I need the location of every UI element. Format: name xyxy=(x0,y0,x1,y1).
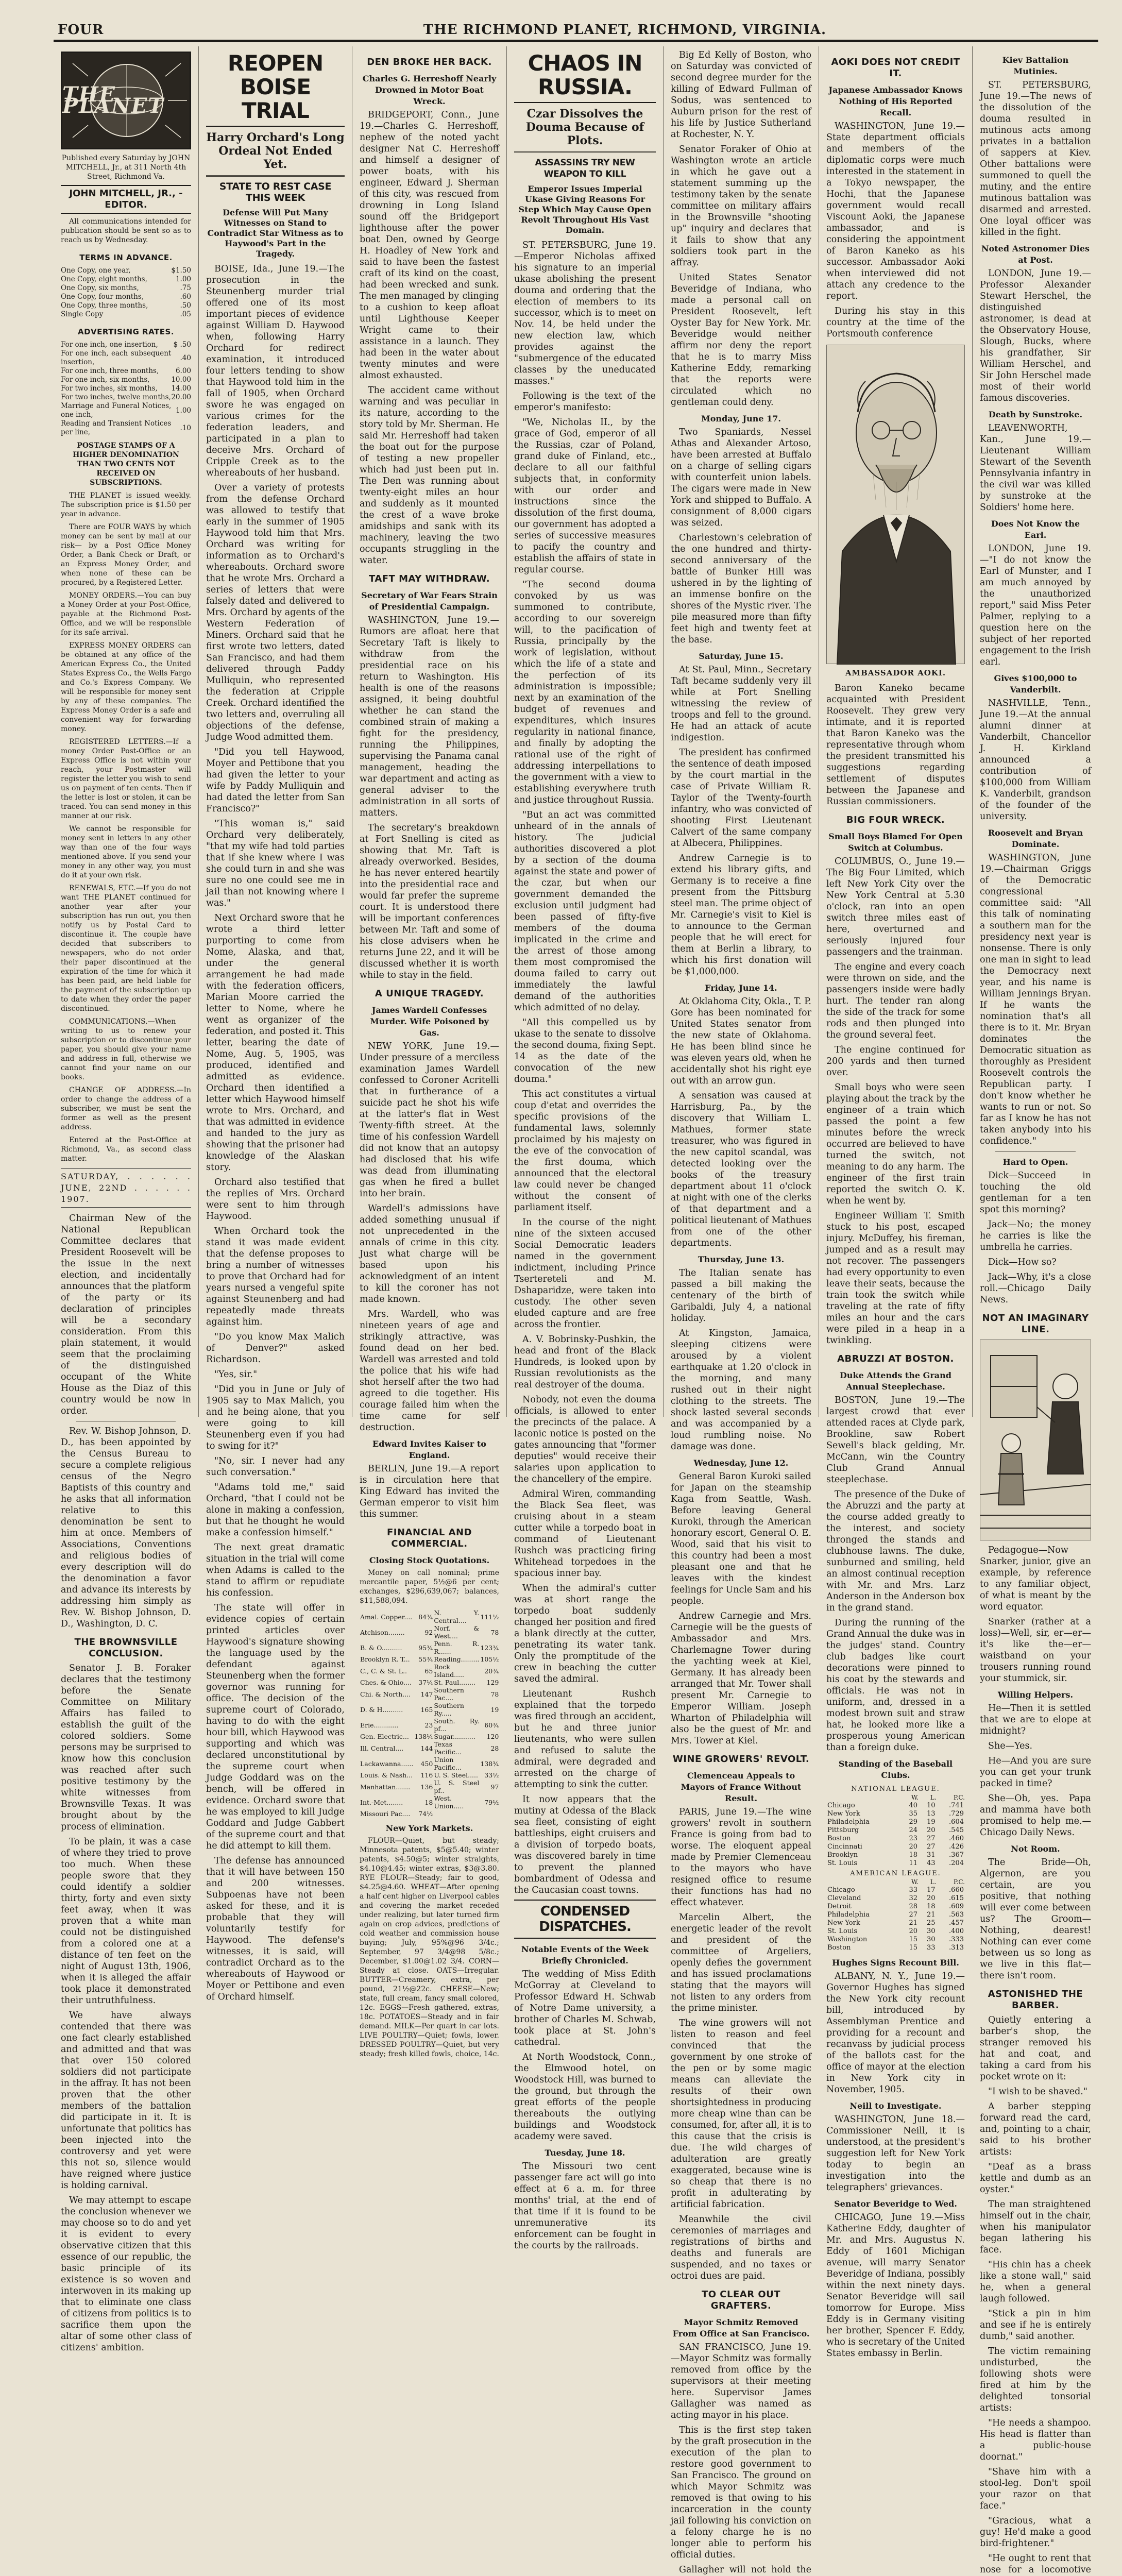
stock-row: Manhattan....... 136 U. S. Steel pf.. 97 xyxy=(360,1779,499,1794)
sunstroke-heading: Death by Sunstroke. xyxy=(988,410,1083,419)
den-heading: DEN BROKE HER BACK. xyxy=(367,57,492,67)
boise-bold-deck: Defense Will Put Many Witnesses on Stand to Contradict Star Witness as to Haywood's Part in the Tragedy. xyxy=(207,208,344,259)
abruzzi-heading: ABRUZZI AT BOSTON. xyxy=(837,1353,954,1364)
paragraph: He—Then it is settled that we are to elope at midnight? xyxy=(980,1703,1091,1736)
paragraph: The state will offer in evidence copies of certain printed articles over Haywood's signature showing the language used by the defendant against Steunenberg when the former governor was running for office. The decision of the supreme court of Colorado, having to do with the eight hour bill, which Haywood was supporting and which was declared unconstitutional by the supreme court when Judge Goddard was on the bench, will be offered in evidence. Orchard swore that he was employed to kill Judge Goddard and Judge Gabbert of the supreme court and that he did attempt to kill them. xyxy=(206,1603,345,1851)
barber-heading: ASTONISHED THE BARBER. xyxy=(988,1989,1083,2011)
tragedy-deck: James Wardell Confesses Murder. Wife Poisoned by Gas. xyxy=(370,1005,489,1038)
paragraph: Andrew Carnegie is to extend his library gifts, and Germany is to receive a fine present from the Pittsburg steel man. The prime object of Mr. Carnegie's visit to Kiel is to announce to the German people that he will erect for them at Berlin a library, to which his first donation will be $1,000,000. xyxy=(671,853,811,977)
aoki-deck: Japanese Ambassador Knows Nothing of His Reported Recall. xyxy=(828,85,963,117)
taft-deck: Secretary of War Fears Strain of Presidential Campaign. xyxy=(361,590,498,612)
masthead-logo: THE PLANET xyxy=(61,52,191,149)
paragraph: This is the first step taken by the graft prosecution in the execution of the plan to restore good government to San Francisco. The ground on which Mayor Schmitz was removed is that owing to his incarceration in the county jail following his conviction on a felony charge he is no longer able to perform his official duties. xyxy=(671,2425,811,2560)
paragraph: REGISTERED LETTERS.—If a money Order Post-Office or an Express Office is not within your reach, your Postmaster will register the letter you wish to send us on payment of ten cents. Then if the letter is lost or stolen, it can be traced. You can send money in this manner at our risk. xyxy=(61,738,191,820)
stock-row: C., C. & St. L.. 65 Rock Island..... 20¾ xyxy=(360,1663,499,1679)
paragraph: Two Spaniards, Nessel Athas and Alexander Artoso, have been arrested at Buffalo on a charge of selling cigars with counterfeit union labels. The cigars were made in New York and shipped to Buffalo. A consignment of 8,000 cigars was seized. xyxy=(671,427,811,528)
stock-row: Ches. & Ohio.... 37¼ St. Paul........ 129 xyxy=(360,1679,499,1686)
cartoon-illustration xyxy=(980,1340,1091,1540)
paragraph: At Oklahoma City, Okla., T. P. Gore has been nominated for United States senator from the new state of Oklahoma. He has been blind since he was eleven years old, when he accidentally shot his right eye out with an arrow gun. xyxy=(671,996,811,1086)
room-heading: Not Room. xyxy=(1011,1844,1060,1854)
paragraph: Mrs. Wardell, who was nineteen years of age and strikingly attractive, was found dead on her bed. Wardell was arrested and told the police that his wife had shot herself after the two had agreed to die together. His courage failed him when the time came for self destruction. xyxy=(360,1309,499,1433)
paragraph: "Gracious, what a guy! He'd make a good bird-frightener." xyxy=(980,2516,1091,2549)
paragraph: Admiral Wiren, commanding the Black Sea fleet, was cruising about in a steam cutter while a torpedo boat in command of Lieutenant Rushch was practicing firing Whitehead torpedoes in the spacious inner bay. xyxy=(514,1489,656,1579)
brownsville-heading: THE BROWNSVILLE CONCLUSION. xyxy=(74,1637,178,1659)
aoki-article xyxy=(826,121,965,340)
stock-row: D. & H.......... 165 Southern Ry..... 19 xyxy=(360,1702,499,1717)
paragraph: Following is the text of the emperor's manifesto: xyxy=(514,391,656,413)
paragraph: "His chin has a cheek like a stone wall," said he, when a general laugh followed. xyxy=(980,2260,1091,2304)
team-row: St. Louis 11 43 .204 xyxy=(827,1859,964,1867)
paragraph: Gallagher will not hold the xyxy=(679,2565,811,2575)
league-row: NATIONAL LEAGUE. xyxy=(851,1785,940,1793)
kiev-heading: Kiev Battalion Mutinies. xyxy=(1002,55,1069,76)
den-article xyxy=(360,109,499,566)
hughes-article: ALBANY, N. Y., June 19.—Governor Hughes has signed the New York city recount bill, introduced by Assemblyman Prentice and providing for a recount and recanvass by judicial process of the ballots cast for the office of mayor at the election in New York city in November, 1905. xyxy=(826,1971,965,2095)
portrait-caption: AMBASSADOR AOKI. xyxy=(845,668,946,677)
paragraph: MONEY ORDERS.—You can buy a Money Order at your Post-Office, payable at the Richmond Post-Office, and we will be responsible for its safe arrival. xyxy=(61,591,191,637)
paragraph: He—And you are sure you can get your trunk packed in time? xyxy=(980,1756,1091,1789)
paragraph: A barber stepping forward read the card, and, pointing to a chair, said to his brother artists: xyxy=(980,2102,1091,2157)
wednesday-heading: Wednesday, June 12. xyxy=(693,1458,789,1468)
baseball-heading: Standing of the Baseball Clubs. xyxy=(838,1759,953,1780)
team-row: Pittsburg 24 20 .545 xyxy=(827,1826,964,1834)
astro-article: LONDON, June 19.—Professor Alexander Stewart Herschel, the distinguished astronomer, is dead at the Observatory House, Slough, Bucks, where his grandfather, Sir William Herschel, and Sir John Herschel made most of their world famous discoveries. xyxy=(980,268,1091,403)
taft-heading: TAFT MAY WITHDRAW. xyxy=(368,573,490,584)
barber-article xyxy=(980,2014,1091,2576)
paragraph: RENEWALS, ETC.—If you do not want THE PLANET continued for another year after your subscription has run out, you then notify us by Postal Card to discontinue it. The couple have decided that subscribers to newspapers, who do not order their paper discontinued at the expiration of the time for which it has been paid, are held liable for the payment of the subscription up to date when they order the paper discontinued. xyxy=(61,884,191,1013)
tuesday-paragraph: The Missouri two cent passenger fare act will go into effect at 6 a. m. for three months' trial, at the end of that time if it is found to be unremunerative its enforcement can be fought in the courts by the railroads. xyxy=(514,2161,656,2251)
postage-note: POSTAGE STAMPS OF A HIGHER DENOMINATION THAN TWO CENTS NOT RECEIVED ON SUBSCRIPTIONS. xyxy=(73,442,179,487)
boise-headline: REOPEN BOISE TRIAL xyxy=(206,52,345,127)
rate-row: One Copy, six months, .75 xyxy=(61,284,191,292)
bryan-heading: Roosevelt and Bryan Dominate. xyxy=(988,828,1083,849)
thursday-paragraphs xyxy=(671,1267,811,1452)
paragraph: Dick—How so? xyxy=(988,1257,1057,1267)
den-deck: Charles G. Herreshoff Nearly Drowned in Motor Boat Wreck. xyxy=(362,74,497,106)
column-dispatches xyxy=(664,46,819,2575)
paragraph: THE PLANET is issued weekly. The subscription price is $1.50 per year in advance. xyxy=(61,492,191,518)
rate-row: One Copy, three months, .50 xyxy=(61,301,191,310)
paragraph: "Adams told me," said Orchard, "that I could not be alone in making a confession, but that he thought he would make a confession himself." xyxy=(206,1482,345,1538)
hughes-heading: Hughes Signs Recount Bill. xyxy=(832,1958,959,1968)
markets-text: FLOUR—Quiet, but steady; Minnesota patents, $5@5.40; winter patents, $4.50@5; winter straights, $4.10@4.45; winter extras, $3@3.80. RYE FLOUR—Steady; fair to good, $4.25@4.60. WHEAT—After opening a half cent higher on Liverpool cables and covering the market receded under realizing, but later turned firm again on crop advices, predictions of cold weather and commission house buying; July, 95%@96 3/4c.; September, 97 3/4@98 5/8c.; December, $1.00@1.02 3/4. CORN—Steady at close. OATS—Irregular. BUTTER—Creamery, extra, per pound, 21½@22c. CHEESE—New; state, full cream, fancy small colored, 12c. EGGS—Fresh gathered, extras, 18c. POTATOES—Steady and in fair demand. MILK—Per quart in car lots. LIVE POULTRY—Quiet; fowls, lower. DRESSED POULTRY—Quiet, but very steady; fresh killed fowls, choice, 14c. xyxy=(360,1837,499,2058)
paragraph: When the admiral's cutter was at short range the torpedo boat suddenly changed her position and fired a blank directly at the cutter, penetrating its water tank. Only the promptitude of the crew in beaching the cutter saved the admiral. xyxy=(514,1583,656,1684)
terms-table xyxy=(61,266,191,319)
russia-headline: CHAOS IN RUSSIA. xyxy=(514,52,656,103)
team-row: Philadelphia 27 21 .563 xyxy=(827,1911,964,1919)
paragraph: BOSTON, June 19.—The largest crowd that ever attended races at Clyde park, Brookline, saw Robert Sewell's black gelding, Mr. McCann, win the Country Club Grand Annual steeplechase. xyxy=(826,1395,965,1485)
header-row: W. L. P.C. xyxy=(911,1878,965,1886)
team-row: Boston 15 33 .313 xyxy=(827,1944,964,1952)
brownsville-article xyxy=(61,1663,191,2353)
willing-heading: Willing Helpers. xyxy=(997,1690,1074,1700)
stock-intro: Money on call nominal; prime mercantile paper, 5½@6 per cent; exchanges, $296,639,067; balances, $11,588,094. xyxy=(360,1569,499,1605)
paragraph: Over a variety of protests from the defense Orchard was allowed to testify that early in the summer of 1905 Haywood told him that Mrs. Orchard was writing for information as to Orchard's whereabouts. Orchard swore that he wrote Mrs. Orchard a series of letters that were falsely dated and delivered to Mrs. Orchard by agents of the Western Federation of Miners. Orchard said that he first wrote two letters, dated San Francisco, and had them delivered through Paddy Mulliquin, who represented the federation at Cripple Creek. Orchard identified the two letters and, overruling all objections of the defense, Judge Wood admitted them. xyxy=(206,483,345,742)
editorial-paragraph: Chairman New of the National Republican Committee declares that President Roosevelt will be the issue in the next election, and incidentally announces that the platform of the party or its declaration of principles will be a secondary consideration. From this plain statement, it would seem that the proclaiming of the distinguished occupant of the White House as the Diaz of this country would be now in order. xyxy=(61,1213,191,1416)
friday-heading: Friday, June 14. xyxy=(705,983,777,993)
baseball-table xyxy=(826,1783,965,1952)
paragraph: We cannot be responsible for money sent in letters in any other way than one of the four ways mentioned above. If you send your money in any other way, you must do it at your own risk. xyxy=(61,825,191,879)
paragraph: She—Oh, yes. Papa and mamma have both promised to help me.—Chicago Daily News. xyxy=(980,1793,1091,1838)
condensed-article xyxy=(514,1969,656,2142)
rate-row: For one inch, six months, 10.00 xyxy=(61,376,191,384)
friday-paragraphs xyxy=(671,996,811,1249)
cartoon-icon xyxy=(980,1340,1091,1541)
rate-row: Marriage and Funeral Notices, one inch, 1.00 xyxy=(61,402,191,419)
paragraph: "Deaf as a brass kettle and dumb as an oyster." xyxy=(980,2162,1091,2195)
ambassador-portrait xyxy=(826,345,965,664)
team-row: Cleveland 32 20 .615 xyxy=(827,1894,964,1902)
boise-deck: STATE TO REST CASE THIS WEEK xyxy=(219,181,332,204)
paragraph: Nobody, not even the douma officials, is allowed to enter the precincts of the palace. A laconic notice is posted on the gates announcing that "former deputies" would receive their salaries upon application to the chancellery of the empire. xyxy=(514,1395,656,1484)
team-row: Chicago 33 17 .660 xyxy=(827,1886,964,1894)
column-masthead xyxy=(54,46,199,2353)
paragraph: NEW YORK, June 19.—Under pressure of a merciless examination James Wardell confessed to Coroner Acritelli that in furtherance of a suicide pact he shot his wife at the latter's flat in West Twenty-fifth street. At the time of his confession Wardell did not know that an autopsy had disclosed that his wife was dead from illuminating gas when he fired a bullet into her brain. xyxy=(360,1041,499,1199)
saturday-paragraphs xyxy=(671,664,811,977)
paragraph: Senator J. B. Foraker declares that the testimony before the Senate Committee on Military Affairs has failed to establish the guilt of the colored soldiers. Some persons may be surprised to know how this conclusion was reached after such positive testimony by the white witnesses from Brownsville Texas. It was brought about by the process of elimination. xyxy=(61,1663,191,1832)
entered-note: Entered at the Post-Office at Richmond, Va., as second class matter. xyxy=(61,1136,191,1163)
paragraph: Next Orchard swore that he wrote a third letter purporting to come from Nome, Alaska, and that, under the general arrangement he had made with the federation officers, Marian Moore carried the letter to Nome, where he went as organizer of the federation, and posted it. This letter, bearing the date of Nome, Aug. 5, 1905, was produced, identified and admitted as evidence. Orchard then identified a letter which Haywood himself wrote to Mrs. Orchard, and that was admitted in evidence and handed to the jury as showing that the prisoner had knowledge of the Alaskan story. xyxy=(206,913,345,1173)
paragraph: In the course of the night nine of the sixteen accused Social Democratic leaders named in the government indictment, including Prince Tsertereteli and M. Dshaparidze, were taken into custody. The other seven eluded capture and are free across the frontier. xyxy=(514,1217,656,1330)
paragraph: The wedding of Miss Edith McGorray at Cleveland to Professor Edward H. Schwab of Notre Dame university, a brother of Charles M. Schwab, took place at St. John's cathedral. xyxy=(514,1969,656,2047)
columns xyxy=(54,46,1098,2575)
paragraph: "No, sir. I never had any such conversation." xyxy=(206,1456,345,1478)
wreck-article xyxy=(826,856,965,1346)
team-row: Detroit 28 18 .609 xyxy=(827,1903,964,1910)
hard-article xyxy=(980,1170,1091,1306)
paragraph: Marcelin Albert, the energetic leader of the revolt and president of the committee of Argeliers, openly defies the government and has issued proclamations stating that the mayors will not listen to any orders from the prime minister. xyxy=(671,1912,811,2013)
stock-heading: Closing Stock Quotations. xyxy=(369,1555,490,1565)
paragraph: We may attempt to escape the conclusion whenever we may choose so to do and yet it is evident to every observative citizen that this essence of our republic, the basic principle of its existence is so woven and interwoven in its making up that to eliminate one class of citizens from politics is to sacrifice them upon the altar of some other class of citizens' ambition. xyxy=(61,2195,191,2353)
paragraph: Small boys who were seen playing about the track by the engineer of a train which passed the point a few minutes before the wreck occurred are believed to have turned the switch, not meaning to do any harm. The engineer of the first train reported the switch O. K. when he went by. xyxy=(826,1082,965,1206)
wine-deck: Clemenceau Appeals to Mayors of France Without Result. xyxy=(681,1771,802,1803)
imaginary-article xyxy=(980,1545,1091,1684)
russia-bold-deck: Emperor Issues Imperial Ukase Giving Reasons For Step Which May Cause Open Revolt Throughout His Vast Domain. xyxy=(518,184,652,235)
paragraph: General Baron Kuroki sailed for Japan on the steamship Kaga from Seattle, Wash. Before leaving General Kuroki, through the American honorary escort, General O. E. Wood, said that his visit to this country had been a most pleasant one and that he leaves with the kindest feelings for Uncle Sam and his people. xyxy=(671,1471,811,1606)
header-row: W. L. P.C. xyxy=(911,1794,965,1801)
column-news xyxy=(352,46,507,2058)
stock-row: Ill. Central.... 144 Texas Pacific... 28 xyxy=(360,1740,499,1756)
paragraph: BRIDGEPORT, Conn., June 19.—Charles G. Herreshoff, nephew of the noted yacht designer Nat C. Herreshoff and himself a designer of power boats, with his engineer, Edward J. Sherman of this city, was rescued from drowning in Long Island sound off the Bridgeport lighthouse after the power boat Den, owned by George H. Hoadley of New York and said to have been the fastest craft of its kind on the coast, had been wrecked and sunk. The men managed by clinging to a cushion to keep afloat until Lighthouse Keeper Wright came to their assistance in a launch. They had been in the water about twenty minutes and were almost exhausted. xyxy=(360,110,499,381)
paragraph: To be plain, it was a case of where they tried to prove too much. When these people swore that they could identify a soldier thirty, forty and even sixty feet away, when it was proven that a white man could not be distinguished from a colored one at a distance of ten feet on the night of August 13th, 1906, when it is alleged the affair took place it demonstrated their untruthfulness. xyxy=(61,1837,191,2006)
paragraph: WASHINGTON, June 19.—Rumors are afloat here that Secretary Taft is likely to withdraw from the presidential race on his return to Washington. His health is one of the reasons assigned, it being doubtful whether he can stand the combined strain of making a fight for the presidency, running the Philippines, supervising the Panama canal management, heading the war department and acting as general adviser to the administration in all sorts of matters. xyxy=(360,615,499,818)
ad-rates-heading: ADVERTISING RATES. xyxy=(77,327,175,336)
monday-heading: Monday, June 17. xyxy=(701,414,781,423)
paragraph: When Orchard took the stand it was made evident that the defense proposes to bring a number of witnesses to prove that Orchard had for years nursed a vengeful spite against Steunenberg and had repeatedly made threats against him. xyxy=(206,1226,345,1327)
paper-title: THE RICHMOND PLANET, RICHMOND, VIRGINIA. xyxy=(423,22,826,38)
paragraph: Meanwhile the civil ceremonies of marriages and registrations of births and deaths and funerals are suspended, and no taxes or octroi dues are paid. xyxy=(671,2214,811,2281)
ad-rates-table xyxy=(61,341,191,437)
earl-article: LONDON, June 19.—"I do not know the Earl of Munster, and I am much annoyed by the unauthorized report," said Miss Peter Palmer, replying to a question here on the subject of her reported engagement to the Irish earl. xyxy=(980,544,1091,667)
stock-row: Int.-Met........ 18 West. Union..... 79½ xyxy=(360,1794,499,1810)
willing-article xyxy=(980,1703,1091,1838)
condensed-deck: Notable Events of the Week Briefly Chronicled. xyxy=(521,1944,649,1965)
abruzzi-article xyxy=(826,1395,965,1753)
paragraph: "The second douma convoked by us was summoned to contribute, according to our sovereign will, to the pacification of Russia, principally by the work of legislation, without which the life of a state and the perfection of its administration is impossible; next by an examination of the budget of revenues and expenditures, which insures regularity in national finance, and finally by adopting the rational use of the right of addressing interpellations to the government with a view to establishing everywhere truth and justice throughout Russia. xyxy=(514,580,656,805)
paragraph: CHANGE OF ADDRESS.—In order to change the address of a subscriber, we must be sent the former as well as the present address. xyxy=(61,1086,191,1131)
editor-line: JOHN MITCHELL, JR., - EDITOR. xyxy=(61,185,191,214)
paragraph: Pedagogue—Now Snarker, junior, give an example, by reference to any familiar object, of what is meant by the word equator. xyxy=(980,1545,1091,1612)
paragraph: The accident came without warning and was peculiar in its nature, according to the story told by Mr. Sherman. He said Mr. Herreshoff had taken the boat out for the purpose of testing a new propeller which had just been put in. The Den was running about twenty-eight miles an hour and suddenly as it mounted the crest of a wave broke amidships and sank with its machinery, leaving the two occupants struggling in the water. xyxy=(360,385,499,566)
paragraph: "This woman is," said Orchard very deliberately, "that my wife had told parties that if she knew where I was she could turn in and she was sure no one could see me in jail than not knowing where I was." xyxy=(206,819,345,908)
grafters-deck: Mayor Schmitz Removed From Office at San Francisco. xyxy=(672,2317,810,2338)
paragraph: A sensation was caused at Harrisburg, Pa., by the discovery that William L. Mathues, former state treasurer, who was figured in the new capitol scandal, was detected looking over the books of the treasury department about 11 o'clock at night with one of the clerks of that department and a political lieutenant of Mathues from one of the other departments. xyxy=(671,1091,811,1248)
stock-row: Gen. Electric... 138¼ Sugar........... 120 xyxy=(360,1733,499,1740)
paragraph: "He ought to rent that nose for a locomotive xyxy=(980,2553,1091,2575)
paragraph: At North Woodstock, Conn., the Elmwood hotel, on Woodstock Hill, was burned to the ground, but through the great efforts of the people thereabouts the outlying buildings and Woodstock academy were saved. xyxy=(514,2052,656,2142)
communications-note: All communications intended for publication should be sent so as to reach us by Wednesday. xyxy=(61,217,191,244)
financial-heading: FINANCIAL AND COMMERCIAL. xyxy=(386,1527,472,1549)
paragraph: "He needs a shampoo. His head is flatter than a public-house doornat." xyxy=(980,2418,1091,2462)
paragraph: This act constitutes a virtual coup d'etat and overrides the specific provisions of the fundamental laws, solemnly proclaimed by his majesty on the eve of the convocation of the first douma, which announced that the electoral law could never be changed without the consent of parliament itself. xyxy=(514,1089,656,1213)
abruzzi-deck: Duke Attends the Grand Annual Steeplechase. xyxy=(840,1370,951,1392)
paragraph: Wardell's admissions have added something unusual if not unprecedented in the annals of crime in this city. Just what charge will be based upon his acknowledgment of an intent to kill the coroner has not made known. xyxy=(360,1204,499,1304)
portrait-icon xyxy=(827,345,966,665)
paragraph: Big Ed Kelly of Boston, who on Saturday was convicted of second degree murder for the killing of Edward Fullman of Sodus, was sentenced to Auburn prison for the rest of his life by Justice Sutherland at Rochester, N. Y. xyxy=(671,50,811,140)
dateline: SATURDAY, . . . . . . JUNE, 22ND . . . . . . 1907. xyxy=(61,1168,191,1208)
paragraph: ST. PETERSBURG, June 19.—Emperor Nicholas affixed his signature to an imperial ukase abolishing the present douma and ordering that the election of members to its successor, which is to meet on Nov. 14, be held under the new election law, which provides against the "submergence of the educated classes by the uneducated masses." xyxy=(514,240,656,386)
imaginary-heading: NOT AN IMAGINARY LINE. xyxy=(982,1313,1089,1335)
beveridge-article: CHICAGO, June 19.—Miss Katherine Eddy, daughter of Mr. and Mrs. Augustus N. Eddy of 1601 Michigan avenue, will marry Senator Beveridge of Indiana, possibly within the next ninety days. Senator Beveridge will sail tomorrow for Europe. Miss Eddy is in Germany visiting her brother, Spencer F. Eddy, who is secretary of the United States embassy in Berlin. xyxy=(826,2212,965,2359)
beveridge-heading: Senator Beveridge to Wed. xyxy=(834,2199,957,2209)
paragraph: The next great dramatic situation in the trial will come when Adams is called to the stand to affirm or repudiate his confession. xyxy=(206,1543,345,1598)
league-row: AMERICAN LEAGUE. xyxy=(850,1870,941,1877)
paragraph: The Italian senate has passed a bill making the centenary of the birth of Garibaldi, July 4, a national holiday. xyxy=(671,1268,811,1324)
rate-row: Reading and Transient Notices per line, .10 xyxy=(61,419,191,436)
paragraph: The presence of the Duke of the Abruzzi and the party at the course added greatly to the interest, and society thronged the stands and clubhouse lawns. The duke, sunburned and smiling, held an almost continual reception with Mr. and Mrs. Larz Anderson in the Anderson box in the grand stand. xyxy=(826,1489,965,1613)
tragedy-article xyxy=(360,1041,499,1433)
paragraph: Orchard also testified that the replies of Mrs. Orchard were sent to him through Haywood. xyxy=(206,1177,345,1222)
published-notice: Published every Saturday by JOHN MITCHELL, Jr., at 311 North 4th Street, Richmond Va. xyxy=(61,154,191,181)
editorial-paragraph: Rev. W. Bishop Johnson, D. D., has been appointed by the Census Bureau to secure a complete religious census of the Negro Baptists of this country and he asks that all information relative to this denomination be sent to him at once. Members of Associations, Conventions and religious bodies of every description will do the denomination a favor and advance its interests by addressing him simply as Rev. W. Bishop Johnson, D. D., Washington, D. C. xyxy=(61,1426,191,1629)
neill-heading: Neill to Investigate. xyxy=(849,2101,942,2111)
rate-row: For one inch, three months, 6.00 xyxy=(61,367,191,375)
tragedy-heading: A UNIQUE TRAGEDY. xyxy=(375,988,484,999)
tuesday-heading: Tuesday, June 18. xyxy=(545,2148,625,2158)
paragraph: "All this compelled us by ukase to the senate to dissolve the second douma, fixing Sept. 14 as the date of the convocation of the new douma." xyxy=(514,1018,656,1084)
rate-row: For one inch, each subsequent insertion, .40 xyxy=(61,349,191,366)
rate-row: One Copy, eight months, 1.00 xyxy=(61,275,191,283)
paragraph: Engineer William T. Smith stuck to his post, escaped injury. McDuffey, his fireman, jumped and as a result may not recover. The passengers had every opportunity to even leave their seats, because the train took the switch while traveling at the rate of fifty miles an hour and the cars were piled in a heap in a twinkling. xyxy=(826,1211,965,1346)
paragraph: Snarker (rather at a loss)—Well, sir, er—er—it's like the—er—waistband on your trousers running round your stummick, sir. xyxy=(980,1617,1091,1684)
rate-row: For two inches, six months, 14.00 xyxy=(61,384,191,393)
paragraph: The engine and every coach were thrown on side, and the passengers inside were badly hurt. The tender ran along the side of the track for some rods and then plunged into the ground several feet. xyxy=(826,962,965,1040)
taft-article xyxy=(360,615,499,981)
russia-article xyxy=(514,240,656,1896)
sunstroke-article: LEAVENWORTH, Kan., June 19.—Lieutenant William Stewart of the Seventh Pennsylvania infantry in the civil war was killed by sunstroke at the Soldiers' home here. xyxy=(980,423,1091,513)
paragraph: "Did you tell Haywood, Moyer and Pettibone that you had given the letter to your wife by Paddy Mulliquin and had dated the letter from San Francisco?" xyxy=(206,747,345,814)
stock-row: Atchison........ 92 Norf. & West.... 78 xyxy=(360,1624,499,1640)
markets-heading: New York Markets. xyxy=(385,1823,473,1833)
aoki-heading: AOKI DOES NOT CREDIT IT. xyxy=(831,57,960,79)
earl-heading: Does Not Know the Earl. xyxy=(991,519,1080,540)
saturday-heading: Saturday, June 15. xyxy=(699,651,784,661)
stock-row: Louis. & Nash... 116 U. S. Steel..... 33½ xyxy=(360,1771,499,1779)
team-row: New York 21 25 .457 xyxy=(827,1919,964,1927)
russia-subhead: Czar Dissolves the Douma Because of Plots. xyxy=(525,107,644,147)
neill-article: WASHINGTON, June 18.—Commissioner Neill, it is understood, at the president's suggestion left for New York today to begin an investigation into the telegraphers' grievances. xyxy=(826,2114,965,2193)
kiev-article: ST. PETERSBURG, June 19.—The news of the dissolution of the douma resulted in mutinous acts among privates in a battalion of sappers at Kiev. Other battalions were summoned to quell the mutiny, and the entire mutinous battalion was disarmed and arrested. One loyal officer was killed in the fight. xyxy=(980,80,1091,238)
column-aoki xyxy=(819,46,973,2359)
russia-deck: ASSASSINS TRY NEW WEAPON TO KILL xyxy=(535,158,635,179)
kaiser-heading: Edward Invites Kaiser to England. xyxy=(372,1439,486,1460)
paragraph: PARIS, June 19.—The wine growers' revolt in southern France is going from bad to worse. The eloquent appeal made by Premier Clemenceau to the mayors who have resigned office to resume their functions has had no effect whatever. xyxy=(671,1807,811,1908)
paragraph: "Yes, sir." xyxy=(214,1369,258,1380)
paragraph: "But an act was committed unheard of in the annals of history. The judicial authorities discovered a plot by a section of the douma against the state and power of the czar, but when our government demanded the exclusion until judgment had been passed of fifty-five members of the douma implicated in the crime and the arrest of those among them most compromised the douma failed to carry out immediately the lawful demand of the authorities which admitted of no delay. xyxy=(514,810,656,1013)
paragraph: There are FOUR WAYS by which money can be sent by mail at our risk— by a Post Office Money Order, a Bank Check or Draft, or an Express Money Order, and when none of these can be procured, by a Registered Letter. xyxy=(61,523,191,587)
paragraph: The engine continued for 200 yards and then turned over. xyxy=(826,1045,965,1078)
bryan-article: WASHINGTON, June 19.—Chairman Griggs of the Democratic congressional committee said: "All this talk of nominating a southern man for the presidency next year is nonsense. There is only one man in sight to lead the Democracy next year, and his name is William Jennings Bryan. If he wants the nomination that's all there is to it. Mr. Bryan dominates the Democratic situation as thoroughly as President Roosevelt controls the Republican party. I don't know whether he wants to run or not. So far as I know he has not taken anybody into his confidence." xyxy=(980,853,1091,1146)
subscription-notices xyxy=(61,491,191,1132)
column-boise xyxy=(199,46,352,2002)
team-row: New York 35 13 .729 xyxy=(827,1810,964,1818)
paragraph: "Did you in June or July of 1905 say to Max Malich, you and he being alone, that you were going to kill Steunenberg even if you had to swing for it?" xyxy=(206,1384,345,1451)
team-row: St. Louis 20 30 .400 xyxy=(827,1927,964,1935)
paragraph: Jack—No; the money he carries is like the umbrella he carries. xyxy=(980,1219,1091,1252)
paragraph: "I wish to be shaved." xyxy=(988,2087,1087,2097)
vanderbilt-heading: Gives $100,000 to Vanderbilt. xyxy=(994,673,1077,694)
grafters-heading: TO CLEAR OUT GRAFTERS. xyxy=(701,2289,781,2311)
paragraph: BOISE, Ida., June 19.—The prosecution in the Steunenberg murder trial offered one of its most important pieces of evidence against William D. Haywood when, following Harry Orchard for redirect examination, it introduced four letters tending to show that Haywood told him in the fall of 1905, when Orchard swore he was engaged on various crimes for the federation leaders, and participated in a plan to deceive Mrs. Orchard of Cripple Creek as to the whereabouts of her husband. xyxy=(206,264,345,478)
paragraph: EXPRESS MONEY ORDERS can be obtained at any office of the American Express Co., the United States Express Co., the Wells Fargo and Co.'s Express Company. We will be responsible for money sent by any of these companies. The Express Money Order is a safe and convenient way for forwarding money. xyxy=(61,641,191,733)
rate-row: One Copy, four months, .60 xyxy=(61,293,191,301)
terms-heading: TERMS IN ADVANCE. xyxy=(79,253,173,262)
paragraph: "Shave him with a stool-leg. Don't spoil your razor on that face." xyxy=(980,2467,1091,2511)
paragraph: COMMUNICATIONS.—When writing to us to renew your subscription or to discontinue your paper, you should give your name and address in full, otherwise we cannot find your name on our books. xyxy=(61,1018,191,1081)
aoki-paragraph: Baron Kaneko became acquainted with President Roosevelt. They grew very intimate, and it is reported that Baron Kaneko was the representative through whom the president transmitted his suggestions regarding settlement of disputes between the Japanese and Russian commissioners. xyxy=(826,683,965,807)
paragraph: United States Senator Beveridge of Indiana, who made a personal call on President Roosevelt, left Oyster Bay for New York. Mr. Beveridge would neither affirm nor deny the report that he is to marry Miss Katherine Eddy, remarking that the reports were circulated which no gentleman could deny. xyxy=(671,273,811,408)
boise-article xyxy=(206,263,345,2003)
stock-row: Lackawanna...... 450 Union Pacific... 138¾ xyxy=(360,1756,499,1771)
rate-row: For one inch, one insertion, $ .50 xyxy=(61,341,191,349)
stock-table xyxy=(360,1609,499,1818)
team-row: Brooklyn 18 31 .367 xyxy=(827,1851,964,1859)
wreck-deck: Small Boys Blamed For Open Switch at Columbus. xyxy=(828,832,963,853)
wednesday-paragraphs xyxy=(671,1471,811,1747)
room-article: The Bride—Oh, Algernon, are you certain, are you positive, that nothing will ever come between us? The Groom—Nothing, dearest! Nothing can ever come between us so long as we live in this flat—there isn't room. xyxy=(980,1857,1091,1981)
paragraph: SAN FRANCISCO, June 19.—Mayor Schmitz was formally removed from office by the supervisors at their meeting here. Supervisor James Gallagher was named as acting mayor in his place. xyxy=(671,2342,811,2420)
stock-row: Missouri Pac.... 74½ xyxy=(360,1810,433,1818)
paragraph: "Stick a pin in him and see if he is entirely dumb," said another. xyxy=(980,2309,1091,2342)
column-briefs xyxy=(973,46,1098,2575)
stock-row: B. & O.......... 95¾ Penn. R. R...... 123¾ xyxy=(360,1640,499,1655)
paragraph: Dick—Succeed in touching the old gentleman for a ten spot this morning? xyxy=(980,1171,1091,1215)
vanderbilt-article: NASHVILLE, Tenn., June 19.—At the annual alumni dinner at Vanderbilt, Chancellor J. H. Kirkland announced a contribution of $100,000 from William K. Vanderbilt, grandson of the founder of the university. xyxy=(980,698,1091,822)
page-number: FOUR xyxy=(58,22,104,38)
paragraph: Quietly entering a barber's shop, the stranger removed his hat and coat, and taking a card from his pocket wrote on it: xyxy=(980,2015,1091,2082)
paragraph: The victim remaining undisturbed, the following shots were fired at him by the delighted tonsorial artists: xyxy=(980,2346,1091,2413)
paragraph: The wine growers will not listen to reason and feel convinced that the government by one stroke of the pen or by some magic means can alleviate the results of their own shortsightedness in producing more cheap wine than can be consumed, for, after all, it is to this cause that the crisis is due. The wild charges of adulteration are greatly exaggerated, because wine is so cheap that there is no profit in adulterating by artificial fabrication. xyxy=(671,2018,811,2210)
paragraph: The man straightened himself out in the chair, when his manipulator began lathering his face. xyxy=(980,2199,1091,2255)
team-row: Philadelphia 29 19 .604 xyxy=(827,1818,964,1826)
paragraph: Andrew Carnegie and Mrs. Carnegie will be the guests of Ambassador and Mrs. Charlemagne Tower during the yachting week at Kiel, Germany. It has already been arranged that Mr. Tower shall present Mr. Carnegie to Emperor William. Joseph Wharton of Philadelphia will also be the guest of Mr. and Mrs. Tower at Kiel. xyxy=(671,1611,811,1746)
paragraph: The defense has announced that it will have between 150 and 200 witnesses. Subpoenas have not been asked for these, and it is probable that they will voluntarily testify for Haywood. The defense's witnesses, it is said, will contradict Orchard as to the whereabouts of Haywood or Moyer or Pettibone and even of Orchard himself. xyxy=(206,1856,345,2002)
paragraph: Lieutenant Rushch explained that the torpedo was fired through an accident, but he and three junior lieutenants, who were sullen and refused to salute the admiral, were degraded and arrested on the charge of attempting to sink the cutter. xyxy=(514,1689,656,1790)
team-row: Chicago 40 10 .741 xyxy=(827,1802,964,1809)
stock-row: Erie............ 23 South. Ry. pf... 60¾ xyxy=(360,1717,499,1733)
paragraph: It now appears that the mutiny at Odessa of the Black sea fleet, consisting of eight battleships, eight cruisers and a division of torpedo boats, was discovered barely in time to prevent the planned bombardment of Odessa and the Caucasian coast towns. xyxy=(514,1794,656,1895)
paragraph: Senator Foraker of Ohio at Washington wrote an article in which he gave out a statement summing up the testimony taken by the senate committee on military affairs in the Brownsville "shooting up" inquiry and declares that it fails to show that any soldiers took part in the affray. xyxy=(671,144,811,268)
astro-heading: Noted Astronomer Dies at Post. xyxy=(981,244,1090,265)
paragraph: The secretary's breakdown at Fort Snelling is cited as showing that Mr. Taft is already overworked. Besides, he has never entered heartily into the presidential race and would far prefer the supreme court. It is understood there will be important conferences between Mr. Taft and some of his close advisers when he returns June 22, and it will be discussed whether it is worth while to stay in the field. xyxy=(360,823,499,980)
page-header xyxy=(54,15,1098,42)
wine-heading: WINE GROWERS' REVOLT. xyxy=(672,1754,810,1765)
team-row: Boston 23 27 .460 xyxy=(827,1835,964,1842)
dispatch-paragraphs xyxy=(671,49,811,408)
paragraph: "We, Nicholas II., by the grace of God, emperor of all the Russias, czar of Poland, grand duke of Finland, etc., declare to all our faithful subjects that, in conformity with our order and instructions since the dissolution of the first douma, our government has adopted a series of successive measures to pacify the country and establish the affairs of state in regular course. xyxy=(514,417,656,575)
thursday-heading: Thursday, June 13. xyxy=(698,1255,785,1264)
hard-heading: Hard to Open. xyxy=(1002,1157,1068,1167)
paragraph: Jack—Why, it's a close roll.—Chicago Daily News. xyxy=(980,1272,1091,1305)
wine-article xyxy=(671,1806,811,2282)
condensed-headline: CONDENSED DISPATCHES. xyxy=(514,1900,656,1939)
paragraph: We have always contended that there was one fact clearly established and admitted and that was that over 150 colored soldiers did not participate in the affray. It has not been proven that the other members of the battalion did participate in it. It is unfortunate that politics has been injected into the controversy and yet were this not so, silence would have reigned where justice is holding carnival. xyxy=(61,2010,191,2191)
paragraph: During his stay in this country at the time of the Portsmouth conference xyxy=(826,306,965,339)
team-row: Washington 15 30 .333 xyxy=(827,1936,964,1943)
paragraph: At Kingston, Jamaica, sleeping citizens were aroused by a violent earthquake at 1.20 o'clock in the morning, and many rushed out in their night clothing to the streets. The shock lasted several seconds and was accompanied by a loud rumbling noise. No damage was done. xyxy=(671,1328,811,1452)
paragraph: A. V. Bobrinsky-Pushkin, the head and front of the Black Hundreds, is looked upon by Russian revolutionists as the real destroyer of the douma. xyxy=(514,1334,656,1390)
paragraph: COLUMBUS, O., June 19.—The Big Four Limited, which left New York City over the New York Central at 5.30 o'clock, ran into an open switch three miles east of here, overturned and seriously injured four passengers and the trainman. xyxy=(826,856,965,957)
paragraph: The president has confirmed the sentence of death imposed by the court martial in the case of Private William R. Taylor of the Twenty-fourth infantry, who was convicted of shooting First Lieutenant Calvert of the same company at Albecera, Philippines. xyxy=(671,748,811,849)
column-russia xyxy=(507,46,664,2251)
monday-paragraphs xyxy=(671,427,811,646)
stock-row: Amal. Copper.... 84¾ N. Y. Central.... 111½ xyxy=(360,1609,499,1624)
rate-row: One Copy, one year, $1.50 xyxy=(61,266,191,275)
rate-row: Single Copy .05 xyxy=(61,310,191,318)
stock-row: Chi. & North.... 147 Southern Pac.... 78 xyxy=(360,1686,499,1702)
team-row: Cincinnati 20 27 .426 xyxy=(827,1843,964,1851)
paragraph: "Do you know Max Malich of Denver?" asked Richardson. xyxy=(206,1332,345,1365)
paragraph: During the running of the Grand Annual the duke was in the judges' stand. Country club badges like court decorations were pinned to his coat by the stewards and officials. He was not in uniform, and, dressed in a modest brown suit and straw hat, he looked more like a prosperous young American than a foreign duke. xyxy=(826,1618,965,1753)
boise-subhead: Harry Orchard's Long Ordeal Not Ended Yet. xyxy=(206,131,345,171)
kaiser-article: BERLIN, June 19.—A report is in circulation here that King Edward has invited the German emperor to visit him this summer. xyxy=(360,1464,499,1519)
grafters-article xyxy=(671,2342,811,2576)
paragraph: WASHINGTON, June 19.—State department officials and members of the diplomatic corps were much interested in the statement in a Tokyo newspaper, the Hochi, that the Japanese government would recall Viscount Aoki, the Japanese ambassador, and is considering the appointment of Baron Kaneko as his successor. Ambassador Aoki when interviewed did not attach any credence to the report. xyxy=(826,121,965,301)
wreck-heading: BIG FOUR WRECK. xyxy=(846,815,945,825)
paragraph: At St. Paul, Minn., Secretary Taft became suddenly very ill while at Fort Snelling witnessing the review of troops and fell to the ground. He had an attack of acute indigestion. xyxy=(671,665,811,743)
rate-row: For two inches, twelve months, 20.00 xyxy=(61,393,191,401)
paragraph: She—Yes. xyxy=(988,1741,1033,1751)
paragraph: Charlestown's celebration of the one hundred and thirty-second anniversary of the battle of Bunker Hill was ushered in by the lighting of an immense bonfire on the shores of the Mystic river. The pile measured more than fifty feet high and twenty feet at the base. xyxy=(671,533,811,645)
stock-row: Brooklyn R. T... 55¾ Reading......... 105½ xyxy=(360,1655,499,1663)
